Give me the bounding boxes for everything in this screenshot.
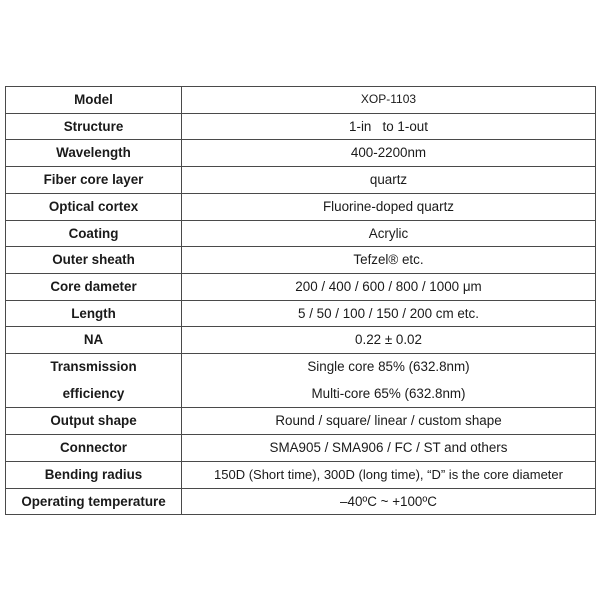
row-label: Coating — [6, 220, 182, 247]
row-value: SMA905 / SMA906 / FC / ST and others — [182, 435, 596, 462]
row-label: Connector — [6, 435, 182, 462]
row-value: 400-2200nm — [182, 140, 596, 167]
row-value: Acrylic — [182, 220, 596, 247]
table-row-output-shape — [6, 408, 596, 435]
table-row-optical-cortex — [6, 193, 596, 220]
row-value: XOP-1103 — [182, 87, 596, 114]
table-row-core-diameter — [6, 273, 596, 300]
row-value: 1-in to 1-out — [182, 113, 596, 140]
row-label: Wavelength — [6, 140, 182, 167]
row-value: 5 / 50 / 100 / 150 / 200 cm etc. — [182, 300, 596, 327]
row-value-line: Multi-core 65% (632.8nm) — [311, 385, 466, 401]
table-row-structure — [6, 113, 596, 140]
row-label: Output shape — [6, 408, 182, 435]
row-label-line: efficiency — [62, 385, 125, 401]
row-value: Fluorine-doped quartz — [182, 193, 596, 220]
row-value: –40ºC ~ +100ºC — [182, 488, 596, 515]
row-value — [182, 354, 596, 408]
table-row-wavelength — [6, 140, 596, 167]
table-row-fiber-core-layer — [6, 167, 596, 194]
table-row-coating — [6, 220, 596, 247]
row-value: Round / square/ linear / custom shape — [182, 408, 596, 435]
row-label: Operating temperature — [6, 488, 182, 515]
row-label: Core dameter — [6, 273, 182, 300]
row-label: Bending radius — [6, 461, 182, 488]
table-row-transmission-efficiency — [6, 354, 596, 408]
table-row-model — [6, 87, 596, 114]
row-label: Length — [6, 300, 182, 327]
row-label: Model — [6, 87, 182, 114]
table-row-operating-temperature — [6, 488, 596, 515]
row-value: quartz — [182, 167, 596, 194]
row-value: 200 / 400 / 600 / 800 / 1000 μm — [182, 273, 596, 300]
row-label — [6, 354, 182, 408]
row-value-line: Single core 85% (632.8nm) — [307, 359, 470, 375]
row-label: Fiber core layer — [6, 167, 182, 194]
table-row-bending-radius — [6, 461, 596, 488]
row-label: Outer sheath — [6, 247, 182, 274]
row-label: Optical cortex — [6, 193, 182, 220]
row-label: Structure — [6, 113, 182, 140]
specification-table — [5, 86, 596, 515]
row-label: NA — [6, 327, 182, 354]
row-label-line: Transmission — [50, 359, 137, 375]
table-row-outer-sheath — [6, 247, 596, 274]
row-value: 0.22 ± 0.02 — [182, 327, 596, 354]
row-value: Tefzel® etc. — [182, 247, 596, 274]
table-row-length — [6, 300, 596, 327]
table-row-connector — [6, 435, 596, 462]
table-row-na — [6, 327, 596, 354]
row-value: 150D (Short time), 300D (long time), “D” is the core diameter — [182, 461, 596, 488]
